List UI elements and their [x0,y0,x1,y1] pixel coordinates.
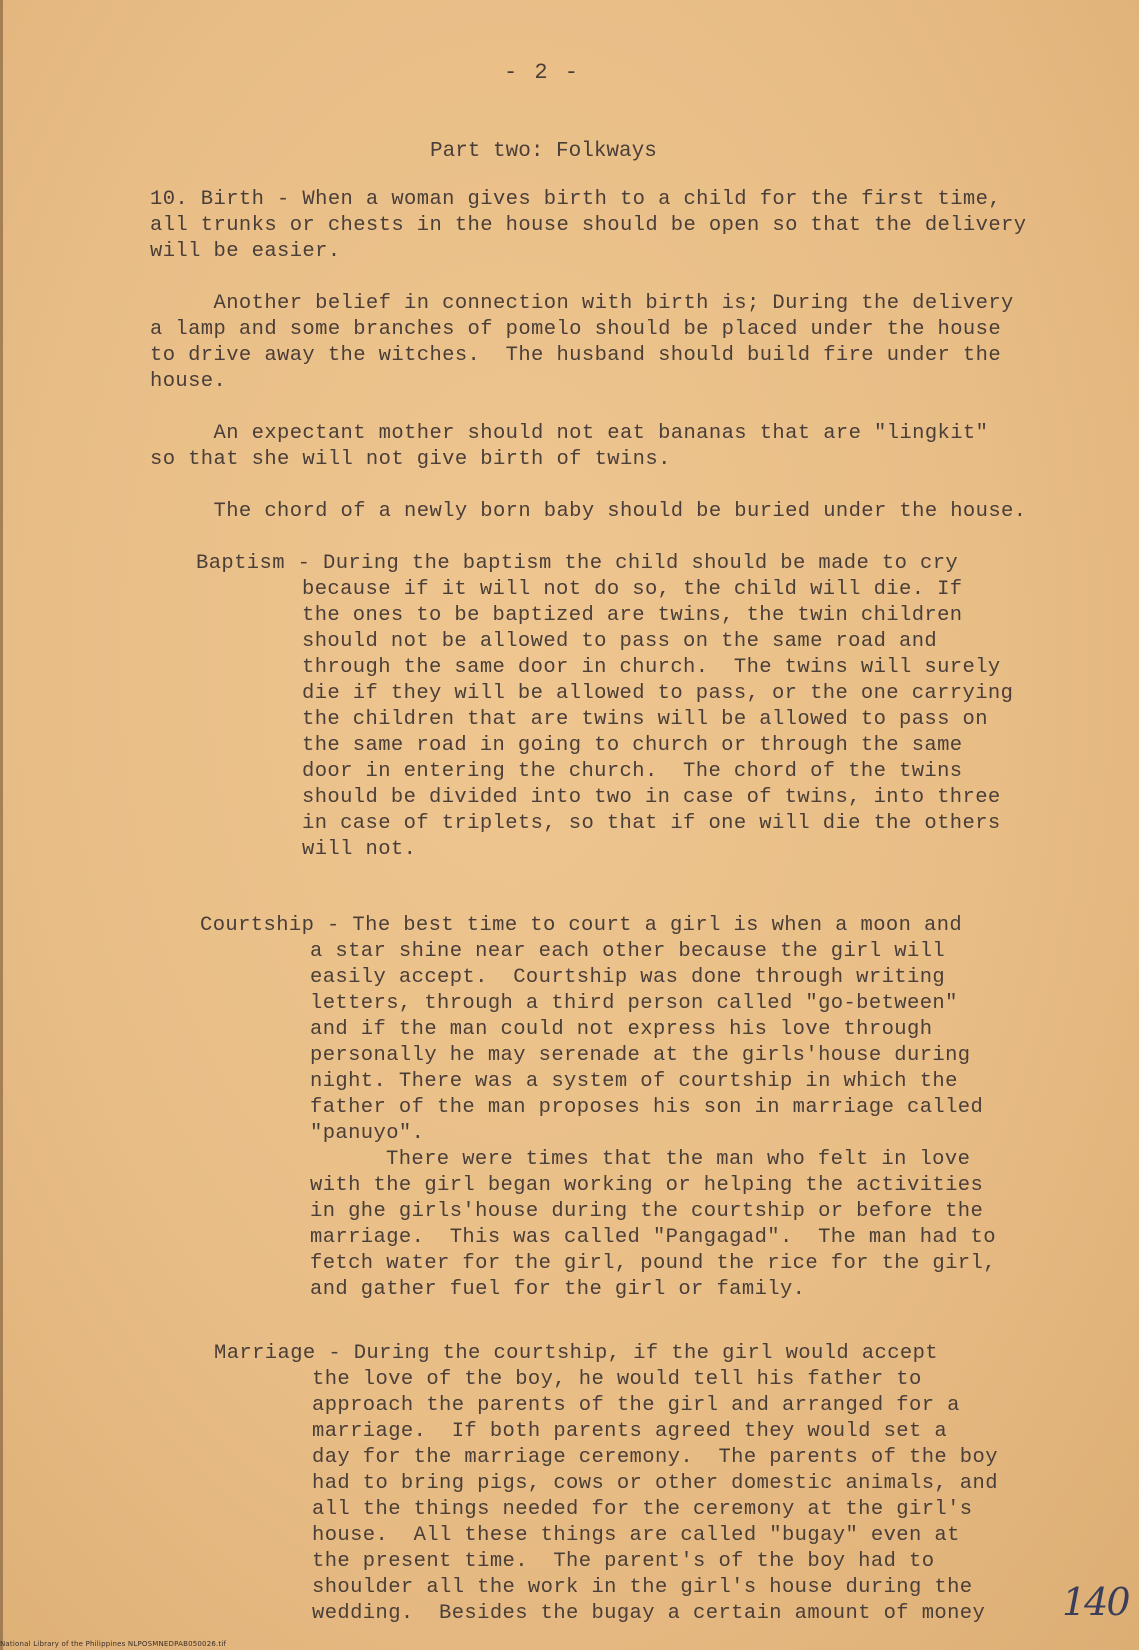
text-line: in ghe girls'house during the courtship or before the [310,1200,984,1223]
text-line: die if they will be allowed to pass, or the one carrying [302,682,1014,705]
text-line: 10. Birth - When a woman gives birth to a child for the first time, [150,188,1002,211]
text-line: all the things needed for the ceremony at the girl's [312,1498,973,1521]
text-line: night. There was a system of courtship in which the [310,1070,958,1093]
text-line: There were times that the man who felt in love [386,1148,971,1171]
page-number: - 2 - [504,60,581,85]
text-line: An expectant mother should not eat bananas that are "lingkit" [150,422,989,445]
text-line: marriage. This was called "Pangagad". The man had to [310,1226,996,1249]
text-line: the ones to be baptized are twins, the twin children [302,604,963,627]
page-edge [0,0,3,1650]
text-line: had to bring pigs, cows or other domestic animals, and [312,1472,998,1495]
text-line: will be easier. [150,240,341,263]
text-line: The chord of a newly born baby should be buried under the house. [150,500,1027,523]
text-line: letters, through a third person called "go-between" [310,992,958,1015]
text-line: day for the marriage ceremony. The parents of the boy [312,1446,998,1469]
text-line: and if the man could not express his love through [310,1018,933,1041]
text-line: shoulder all the work in the girl's house during the [312,1576,973,1599]
text-line: in case of triplets, so that if one will die the others [302,812,1001,835]
text-line: father of the man proposes his son in marriage called [310,1096,984,1119]
text-line: house. All these things are called "bugay" even at [312,1524,960,1547]
text-line: will not. [302,838,417,861]
text-line: with the girl began working or helping the activities [310,1174,984,1197]
text-line: approach the parents of the girl and arranged for a [312,1394,960,1417]
text-line: wedding. Besides the bugay a certain amount of money [312,1602,986,1625]
text-line: because if it will not do so, the child will die. If [302,578,963,601]
text-line: the children that are twins will be allowed to pass on [302,708,988,731]
text-line: easily accept. Courtship was done through writing [310,966,946,989]
text-line: the love of the boy, he would tell his father to [312,1368,922,1391]
text-line: a star shine near each other because the girl will [310,940,946,963]
text-line: personally he may serenade at the girls'house during [310,1044,971,1067]
text-line: Courtship - The best time to court a girl is when a moon and [200,914,963,937]
text-line: and gather fuel for the girl or family. [310,1278,806,1301]
handwritten-page-number: 140 [1062,1580,1129,1624]
section-heading: Part two: Folkways [430,140,657,163]
text-line: the same road in going to church or through the same [302,734,963,757]
text-line: "panuyo". [310,1122,425,1145]
scan-footer: National Library of the Philippines NLPOSMNEDPAB050026.tif [0,1640,227,1648]
text-line: the present time. The parent's of the boy had to [312,1550,935,1573]
text-line: door in entering the church. The chord of the twins [302,760,963,783]
text-line: marriage. If both parents agreed they would set a [312,1420,948,1443]
text-line: so that she will not give birth of twins. [150,448,671,471]
text-line: Another belief in connection with birth is; During the delivery [150,292,1014,315]
text-line: all trunks or chests in the house should be open so that the delivery [150,214,1027,237]
text-line: to drive away the witches. The husband should build fire under the [150,344,1002,367]
text-line: should be divided into two in case of twins, into three [302,786,1001,809]
text-line: a lamp and some branches of pomelo should be placed under the house [150,318,1002,341]
text-line: house. [150,370,227,393]
text-line: Baptism - During the baptism the child should be made to cry [196,552,959,575]
text-line: Marriage - During the courtship, if the girl would accept [214,1342,939,1365]
text-line: should not be allowed to pass on the same road and [302,630,938,653]
text-line: fetch water for the girl, pound the rice for the girl, [310,1252,996,1275]
text-line: through the same door in church. The twins will surely [302,656,1001,679]
